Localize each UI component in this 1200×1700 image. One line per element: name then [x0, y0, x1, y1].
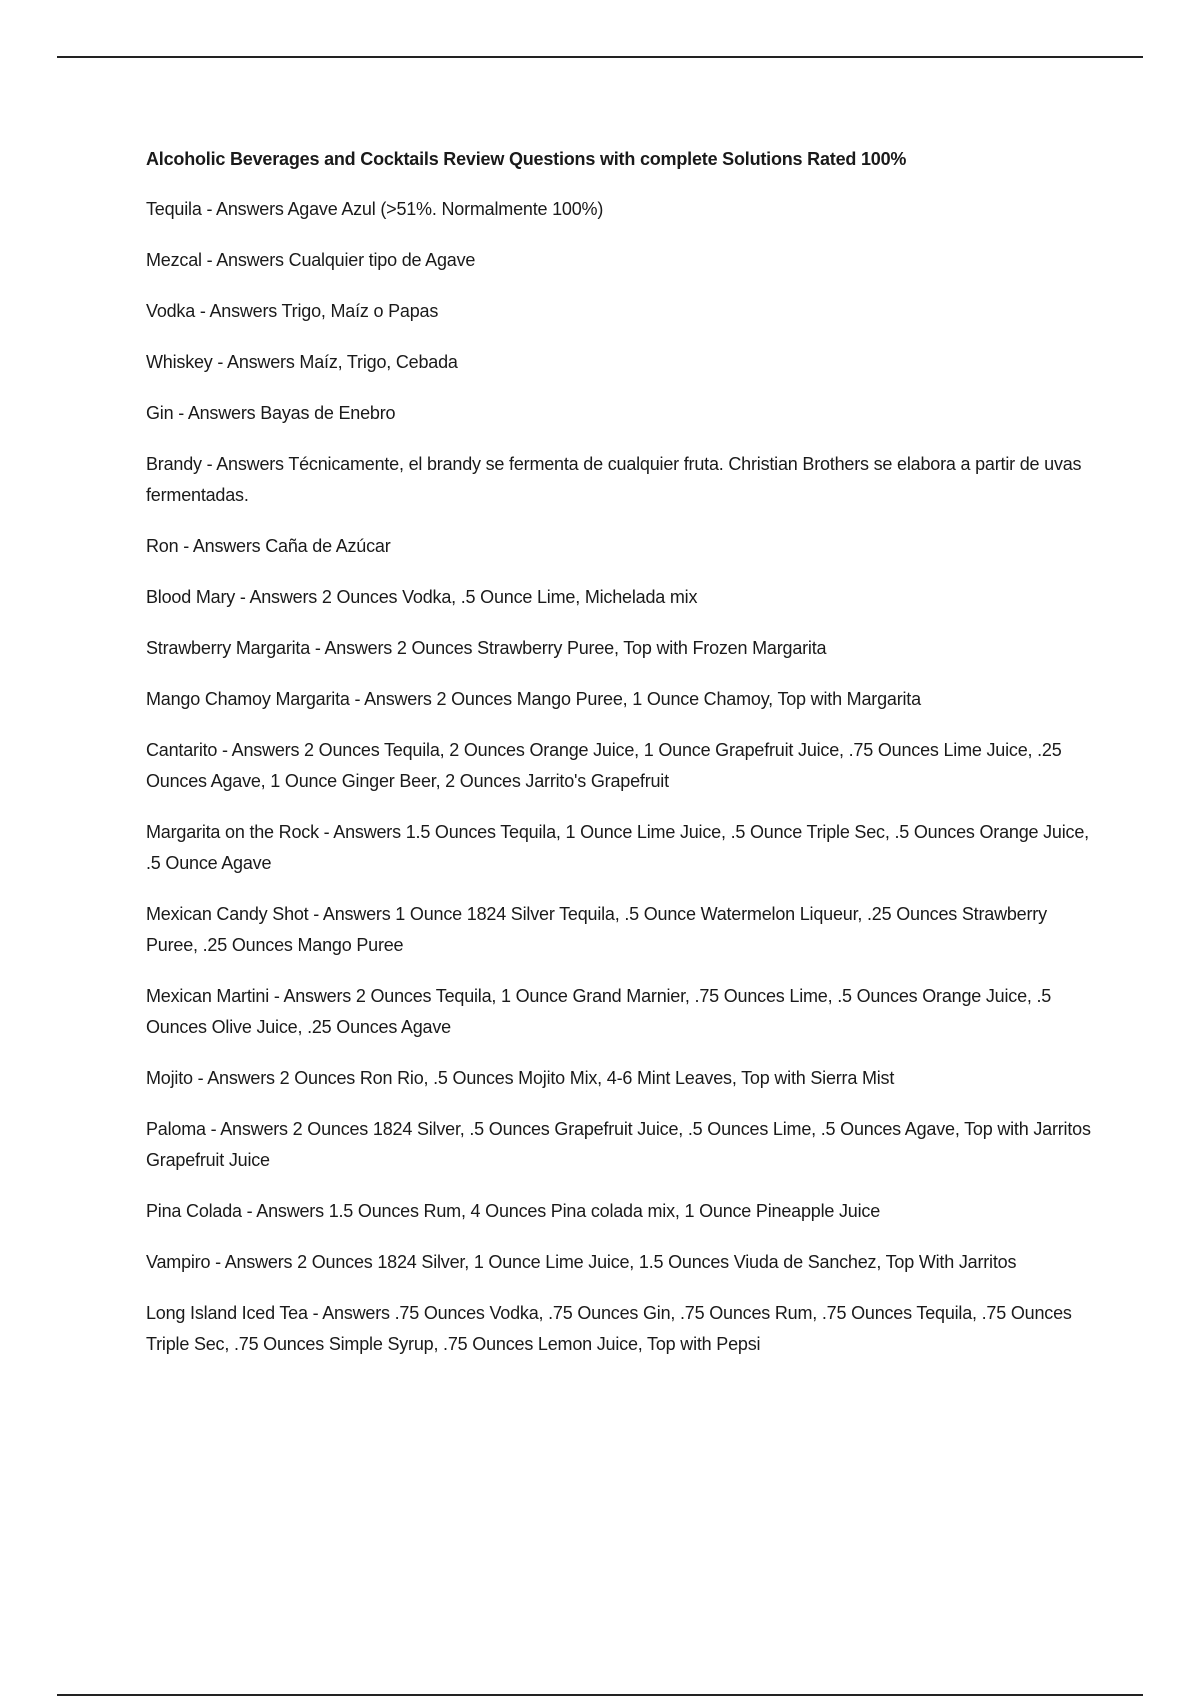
qa-item: Brandy - Answers Técnicamente, el brandy se fermenta de cualquier fruta. Christian Brothers se elabora a partir de uvas fermentadas.: [146, 454, 1082, 505]
qa-item: Margarita on the Rock - Answers 1.5 Ounces Tequila, 1 Ounce Lime Juice, .5 Ounce Triple Sec, .5 Ounces Orange Juice, .5 Ounce Agave: [146, 822, 1089, 873]
qa-item: Mango Chamoy Margarita - Answers 2 Ounces Mango Puree, 1 Ounce Chamoy, Top with Margarita: [146, 689, 921, 709]
qa-item: Cantarito - Answers 2 Ounces Tequila, 2 Ounces Orange Juice, 1 Ounce Grapefruit Juice, .75 Ounces Lime Juice, .25 Ounces Agave, 1 Ounce Ginger Beer, 2 Ounces Jarrito's Grapefruit: [146, 740, 1062, 791]
qa-item: Paloma - Answers 2 Ounces 1824 Silver, .5 Ounces Grapefruit Juice, .5 Ounces Lime, .5 Ounces Agave, Top with Jarritos Grapefruit Juice: [146, 1119, 1091, 1170]
qa-item: Mexican Candy Shot - Answers 1 Ounce 1824 Silver Tequila, .5 Ounce Watermelon Liqueur, .25 Ounces Strawberry Puree, .25 Ounces Mango Puree: [146, 904, 1047, 955]
qa-item: Vampiro - Answers 2 Ounces 1824 Silver, 1 Ounce Lime Juice, 1.5 Ounces Viuda de Sanchez, Top With Jarritos: [146, 1252, 1017, 1272]
qa-item: Long Island Iced Tea - Answers .75 Ounces Vodka, .75 Ounces Gin, .75 Ounces Rum, .75 Ounces Tequila, .75 Ounces Triple Sec, .75 Ounces Simple Syrup, .75 Ounces Lemon Juice, Top with Pepsi: [146, 1303, 1072, 1354]
qa-item: Blood Mary - Answers 2 Ounces Vodka, .5 Ounce Lime, Michelada mix: [146, 587, 698, 607]
qa-item: Vodka - Answers Trigo, Maíz o Papas: [146, 301, 439, 321]
qa-item: Mexican Martini - Answers 2 Ounces Tequila, 1 Ounce Grand Marnier, .75 Ounces Lime, .5 Ounces Orange Juice, .5 Ounces Olive Juice, .25 Ounces Agave: [146, 986, 1052, 1037]
footer-rule: [57, 1694, 1143, 1696]
qa-item: Gin - Answers Bayas de Enebro: [146, 403, 396, 423]
qa-list: [146, 194, 1096, 1360]
qa-item: Ron - Answers Caña de Azúcar: [146, 536, 391, 556]
header-rule: [57, 56, 1143, 58]
qa-item: Mojito - Answers 2 Ounces Ron Rio, .5 Ounces Mojito Mix, 4-6 Mint Leaves, Top with Sierra Mist: [146, 1068, 895, 1088]
qa-item: Strawberry Margarita - Answers 2 Ounces Strawberry Puree, Top with Frozen Margarita: [146, 638, 827, 658]
qa-item: Tequila - Answers Agave Azul (>51%. Normalmente 100%): [146, 199, 604, 219]
document-title: Alcoholic Beverages and Cocktails Review Questions with complete Solutions Rated 100%: [146, 149, 907, 169]
qa-item: Pina Colada - Answers 1.5 Ounces Rum, 4 Ounces Pina colada mix, 1 Ounce Pineapple Juice: [146, 1201, 881, 1221]
qa-item: Whiskey - Answers Maíz, Trigo, Cebada: [146, 352, 458, 372]
qa-item: Mezcal - Answers Cualquier tipo de Agave: [146, 250, 476, 270]
document-body: [146, 144, 1096, 1380]
